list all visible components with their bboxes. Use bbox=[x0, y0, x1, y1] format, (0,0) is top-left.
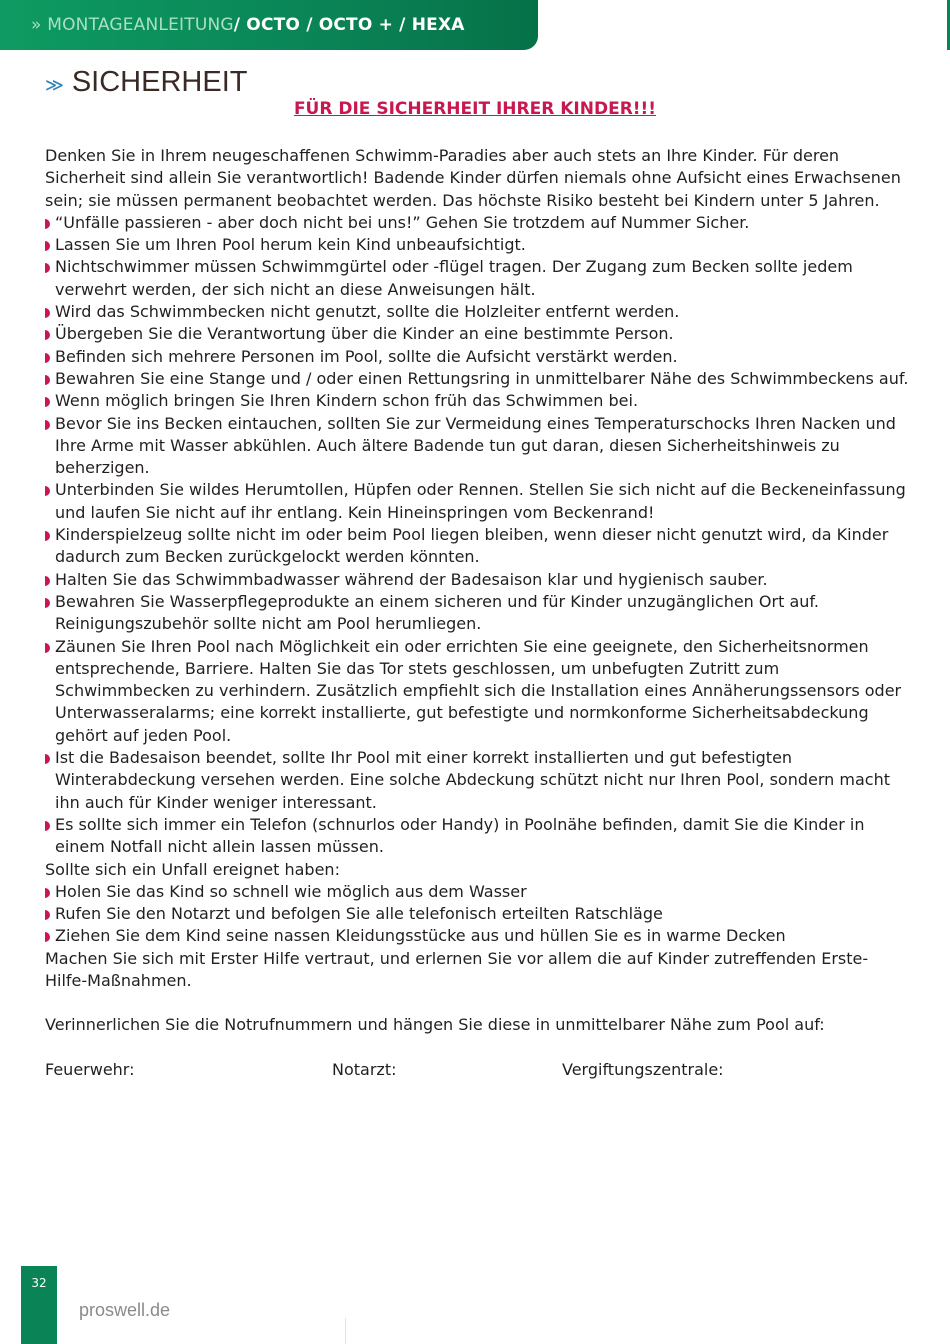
emergency-numbers-row bbox=[45, 1059, 910, 1081]
bullet-icon bbox=[45, 932, 50, 942]
section-title: SICHERHEIT bbox=[71, 66, 248, 98]
list-item-text: Bewahren Sie eine Stange und / oder einen Rettungsring in unmittelbarer Nähe des Schwimmbeckens auf. bbox=[55, 368, 909, 388]
bullet-icon bbox=[45, 821, 50, 831]
list-item bbox=[45, 212, 910, 234]
list-item bbox=[45, 747, 910, 814]
section-heading bbox=[45, 66, 247, 99]
bullet-icon bbox=[45, 308, 50, 318]
accident-bullet-list bbox=[45, 881, 910, 948]
bullet-icon bbox=[45, 353, 50, 363]
list-item-text: Bevor Sie ins Becken eintauchen, sollten Sie zur Vermeidung eines Temperaturschocks Ihren Nacken und Ihre Arme mit Wasser abkühlen. Auch ältere Badende tun gut daran, diesen Sicherheitshinweis zu beherzigen. bbox=[55, 413, 896, 478]
bullet-icon bbox=[45, 643, 50, 653]
header-product: / OCTO / OCTO + / HEXA bbox=[233, 15, 465, 35]
list-item-text: “Unfälle passieren - aber doch nicht bei uns!” Gehen Sie trotzdem auf Nummer Sicher. bbox=[55, 212, 750, 232]
bullet-icon bbox=[45, 910, 50, 920]
list-item bbox=[45, 925, 910, 947]
list-item-text: Ist die Badesaison beendet, sollte Ihr Pool mit einer korrekt installierten und gut befestigten Winterabdeckung versehen werden. Eine solche Abdeckung schützt nicht nur Ihren Pool, sondern macht ihn auch für Kinder weniger interessant. bbox=[55, 748, 890, 812]
emergency-doctor-label: Notarzt: bbox=[332, 1059, 397, 1079]
list-item bbox=[45, 234, 910, 256]
bullet-icon bbox=[45, 531, 50, 541]
list-item bbox=[45, 591, 910, 636]
footer-website: proswell.de bbox=[79, 1300, 171, 1320]
safety-bullet-list bbox=[45, 212, 910, 859]
list-item-text: Wird das Schwimmbecken nicht genutzt, sollte die Holzleiter entfernt werden. bbox=[55, 302, 680, 322]
double-chevron-icon: ≫ bbox=[45, 75, 64, 95]
list-item bbox=[45, 346, 910, 368]
list-item-text: Übergeben Sie die Verantwortung über die Kinder an eine bestimmte Person. bbox=[55, 324, 674, 344]
content bbox=[45, 145, 910, 1081]
list-item-text: Halten Sie das Schwimmbadwasser während der Badesaison klar und hygienisch sauber. bbox=[55, 569, 768, 589]
list-item bbox=[45, 301, 910, 323]
bullet-icon bbox=[45, 330, 50, 340]
list-item-text: Holen Sie das Kind so schnell wie möglich aus dem Wasser bbox=[55, 881, 527, 901]
list-item bbox=[45, 390, 910, 412]
list-item-text: Bewahren Sie Wasserpflegeprodukte an einem sicheren und für Kinder unzugänglichen Ort auf. Reinigungszubehör sollte nicht am Pool herumliegen. bbox=[55, 591, 819, 634]
bullet-icon bbox=[45, 420, 50, 430]
list-item bbox=[45, 636, 910, 747]
fire-department-label: Feuerwehr: bbox=[45, 1059, 135, 1079]
list-item-text: Zäunen Sie Ihren Pool nach Möglichkeit ein oder errichten Sie eine geeignete, den Sicherheitsnormen entsprechende, Barriere. Halten Sie das Tor stets geschlossen, um unbefugten Zutritt zum Schwimmbecken zu verhindern. Zusätzlich empfiehlt sich die Installation eines Annäherungssensors oder Unterwasseralarms; eine korrekt installierte, gut befestigte und normkonforme Sicherheitsabdeckung gehört auf jeden Pool. bbox=[55, 636, 902, 745]
bullet-icon bbox=[45, 263, 50, 273]
bullet-icon bbox=[45, 888, 50, 898]
list-item-text: Nichtschwimmer müssen Schwimmgürtel oder -flügel tragen. Der Zugang zum Becken sollte jedem verwehrt werden, der sich nicht an diese Anweisungen hält. bbox=[55, 257, 853, 299]
list-item bbox=[45, 524, 910, 569]
list-item bbox=[45, 814, 910, 859]
list-item-text: Lassen Sie um Ihren Pool herum kein Kind unbeaufsichtigt. bbox=[55, 235, 526, 255]
accident-intro: Sollte sich ein Unfall ereignet haben: bbox=[45, 859, 340, 879]
list-item bbox=[45, 903, 910, 925]
bullet-icon bbox=[45, 375, 50, 385]
spacer bbox=[45, 1037, 910, 1059]
list-item-text: Kinderspielzeug sollte nicht im oder beim Pool liegen bleiben, wenn dieser nicht genutzt wird, da Kinder dadurch zum Becken zurückgelockt werden könnten. bbox=[55, 525, 889, 567]
spacer bbox=[45, 992, 910, 1014]
list-item bbox=[45, 479, 910, 524]
bullet-icon bbox=[45, 598, 50, 608]
bullet-icon bbox=[45, 219, 50, 229]
list-item bbox=[45, 881, 910, 903]
list-item bbox=[45, 323, 910, 345]
list-item bbox=[45, 256, 910, 301]
emergency-intro: Verinnerlichen Sie die Notrufnummern und hängen Sie diese in unmittelbarer Nähe zum Pool auf: bbox=[45, 1015, 825, 1035]
list-item bbox=[45, 413, 910, 480]
bullet-icon bbox=[45, 241, 50, 251]
bullet-icon bbox=[45, 754, 50, 764]
list-item-text: Ziehen Sie dem Kind seine nassen Kleidungsstücke aus und hüllen Sie es in warme Decken bbox=[55, 926, 786, 946]
list-item bbox=[45, 368, 910, 390]
header-bar bbox=[0, 0, 538, 50]
subtitle bbox=[0, 99, 950, 119]
list-item-text: Unterbinden Sie wildes Herumtollen, Hüpfen oder Rennen. Stellen Sie sich nicht auf die Beckeneinfassung und laufen Sie nicht auf ihr entlang. Kein Hineinspringen vom Beckenrand! bbox=[55, 480, 906, 522]
subtitle-text: FÜR DIE SICHERHEIT IHRER KINDER!!! bbox=[293, 99, 657, 119]
first-aid-paragraph: Machen Sie sich mit Erster Hilfe vertraut, und erlernen Sie vor allem die auf Kinder zutreffenden Erste-Hilfe-Maßnahmen. bbox=[45, 948, 869, 990]
list-item-text: Rufen Sie den Notarzt und befolgen Sie alle telefonisch erteilten Ratschläge bbox=[55, 904, 663, 924]
bullet-icon bbox=[45, 576, 50, 586]
list-item-text: Befinden sich mehrere Personen im Pool, sollte die Aufsicht verstärkt werden. bbox=[55, 346, 678, 366]
header-breadcrumb: » MONTAGEANLEITUNG bbox=[31, 15, 234, 35]
page-number: 32 bbox=[31, 1276, 47, 1290]
list-item bbox=[45, 569, 910, 591]
poison-center-label: Vergiftungszentrale: bbox=[562, 1059, 724, 1079]
list-item-text: Es sollte sich immer ein Telefon (schnurlos oder Handy) in Poolnähe befinden, damit Sie die Kinder in einem Notfall nicht allein lassen müssen. bbox=[55, 814, 865, 857]
bullet-icon bbox=[45, 486, 50, 496]
bullet-icon bbox=[45, 397, 50, 407]
list-item-text: Wenn möglich bringen Sie Ihren Kindern schon früh das Schwimmen bei. bbox=[55, 391, 639, 411]
footer-divider bbox=[345, 1318, 346, 1344]
intro-paragraph: Denken Sie in Ihrem neugeschaffenen Schwimm-Paradies aber auch stets an Ihre Kinder. Für deren Sicherheit sind allein Sie verantwortlich! Badende Kinder dürfen niemals ohne Aufsicht eines Erwachsenen sein; sie müssen permanent beobachtet werden. Das höchste Risiko besteht bei Kindern unter 5 Jahren. bbox=[45, 146, 901, 210]
